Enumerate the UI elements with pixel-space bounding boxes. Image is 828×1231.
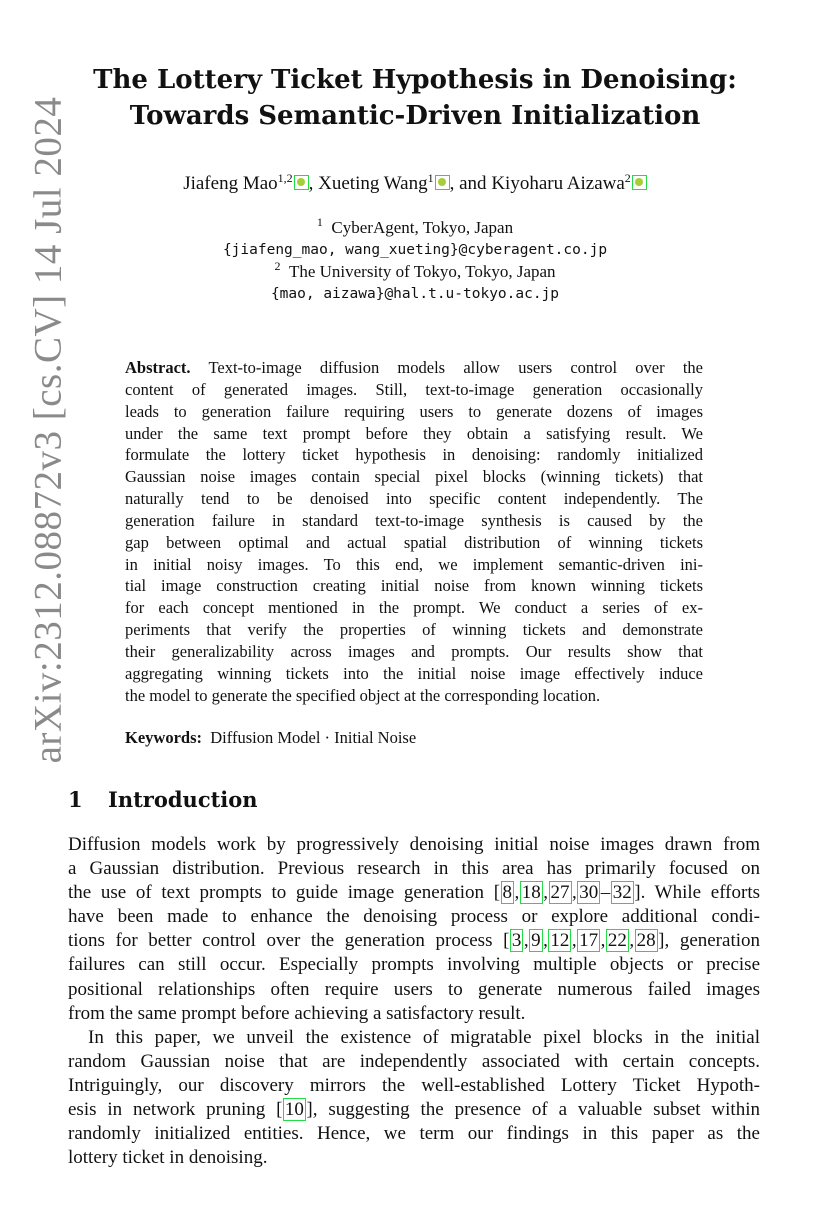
keywords-text: Diffusion Model · Initial Noise (210, 728, 417, 747)
affiliation-name: CyberAgent, Tokyo, Japan (331, 218, 514, 237)
section-number: 1 (68, 787, 83, 812)
section-heading (68, 787, 258, 812)
body-line: tions for better control over the generation process [ 3 , 9 , 12 , 17 , 22 , 28 ], generation (68, 930, 760, 952)
title-line-1: The Lottery Ticket Hypothesis in Denoising: (93, 65, 737, 95)
body-line: from the same prompt before achieving a satisfactory result. (68, 1002, 526, 1024)
abstract-line: their generalizability across images and prompts. Our results show that (125, 641, 703, 661)
citation-link[interactable]: 10 (284, 1099, 304, 1121)
abstract-line: leads to generation failure requiring users to generate dozens of images (125, 401, 703, 421)
author-name: Kiyoharu Aizawa (491, 173, 625, 194)
citation-link[interactable]: 27 (550, 882, 570, 904)
affiliation-name: The University of Tokyo, Tokyo, Japan (288, 262, 556, 281)
affiliation-2-email: {mao, aizawa}@hal.t.u-tokyo.ac.jp (270, 286, 560, 302)
author-name: Xueting Wang (318, 173, 428, 194)
citation-link[interactable]: 28 (636, 930, 656, 952)
abstract-line: naturally tend to be denoised into specific content independently. The (125, 489, 703, 509)
body-line: Intriguingly, our discovery mirrors the well-established Lottery Ticket Hypoth- (68, 1074, 760, 1096)
citation-link[interactable]: 9 (531, 930, 541, 952)
citation-link[interactable]: 3 (511, 930, 522, 952)
abstract-line: content of generated images. Still, text-to-image generation occasionally (125, 379, 703, 399)
abstract: Abstract. Text-to-image diffusion models allow users control over the content of generated images. Still, text-to-image generation occasionally leads to generation failure requiring users to generate dozens of images under the same text prompt before they obtain a satisfying result. We formulate the lottery ticket hypothesis in denoising: randomly initialized Gaussian noise images contain special pixel blocks (winning tickets) that naturally tend to be denoised into specific content independently. The generation failure in standard text-to-image synthesis is caused by the gap between optimal and actual spatial distribution of winning tickets in initial noisy images. To this end, we implement semantic-driven ini- tial image construction creating initial noise from known winning tickets for each concept mentioned in the prompt. We conduct a series of ex- periments that verify the properties of winning tickets and demonstrate their generalizability across images and prompts. Our results show that aggregating winning tickets into the initial noise image effectively induce the model to generate the specified object at the corresponding location. (125, 358, 704, 705)
abstract-line: in initial noisy images. To this end, we implement semantic-driven ini- (125, 554, 703, 574)
orcid-icon[interactable] (435, 175, 450, 190)
author-list: Jiafeng Mao$^{1,2}$ , Xueting Wang$^1$ , and Kiyoharu Aizawa$^2$ (90, 173, 740, 195)
author-affiliation-mark: 1 (427, 171, 434, 185)
body-line: have been made to enhance the denoising process or explore additional condi- (68, 906, 760, 928)
body-line: a Gaussian distribution. Previous research in this area has primarily focused on (68, 858, 760, 880)
abstract-line: tial image construction creating initial noise from known winning tickets (125, 576, 703, 596)
citation-link[interactable]: 32 (612, 882, 632, 904)
abstract-line: formulate the lottery ticket hypothesis in denoising: randomly initialized (125, 445, 703, 465)
citation-link[interactable]: 17 (579, 930, 599, 952)
abstract-line: Gaussian noise images contain special pixel blocks (winning tickets) that (125, 467, 703, 487)
affiliation-number: 1 (316, 215, 323, 229)
orcid-icon[interactable] (632, 175, 647, 190)
body-line: esis in network pruning [ 10 ], suggesting the presence of a valuable subset within (68, 1099, 760, 1121)
arxiv-sidebar (18, 80, 78, 780)
abstract-label: Abstract. (125, 358, 191, 377)
abstract-line: gap between optimal and actual spatial distribution of winning tickets (125, 532, 703, 552)
keywords (125, 728, 416, 748)
body-line: failures can still occur. Especially prompts involving multiple objects or precise (68, 954, 760, 976)
citation-link[interactable]: 18 (521, 882, 541, 904)
body-line: random Gaussian noise that are independently associated with certain concepts. (68, 1050, 760, 1072)
paper-title (90, 62, 740, 134)
body-line: Diffusion models work by progressively denoising initial noise images drawn from (68, 834, 760, 855)
abstract-line: aggregating winning tickets into the initial noise image effectively induce (125, 663, 703, 683)
citation-link[interactable]: 22 (607, 930, 627, 952)
citation-link[interactable]: 8 (502, 882, 513, 904)
body-line: In this paper, we unveil the existence of migratable pixel blocks in the initial (88, 1026, 760, 1048)
body-line: lottery ticket in denoising. (68, 1147, 268, 1169)
introduction-body (68, 833, 760, 1170)
title-line-2: Towards Semantic-Driven Initialization (129, 101, 701, 131)
abstract-line: under the same text prompt before they obtain a satisfying result. We (125, 423, 703, 443)
affiliation-1-email: {jiafeng_mao, wang_xueting}@cyberagent.co.jp (222, 242, 608, 258)
body-line: the use of text prompts to guide image generation [ 8 , 18 , 27 , 30 – 32 ]. While efforts (68, 882, 761, 904)
orcid-icon[interactable] (294, 175, 309, 190)
author-affiliation-mark: 1,2 (277, 171, 293, 185)
arxiv-identifier: arXiv:2312.08872v3 [cs.CV] 14 Jul 2024 (26, 96, 70, 764)
author-affiliation-mark: 2 (624, 171, 631, 185)
citation-link[interactable]: 12 (550, 930, 570, 952)
affiliation-1 (90, 215, 740, 238)
author-name: Jiafeng Mao (183, 173, 278, 194)
abstract-line: for each concept mentioned in the prompt. We conduct a series of ex- (125, 598, 703, 618)
section-title: Introduction (108, 787, 258, 812)
citation-link[interactable]: 30 (579, 882, 599, 904)
affiliation-number: 2 (274, 259, 281, 273)
body-line: randomly initialized entities. Hence, we term our findings in this paper as the (68, 1123, 760, 1145)
abstract-line: generation failure in standard text-to-image synthesis is caused by the (125, 510, 703, 530)
abstract-line: periments that verify the properties of winning tickets and demonstrate (125, 620, 703, 640)
body-line: positional relationships often require users to generate numerous failed images (68, 978, 760, 1000)
affiliation-2 (90, 259, 740, 282)
keywords-label: Keywords: (125, 728, 202, 747)
abstract-line: the model to generate the specified object at the corresponding location. (125, 685, 601, 705)
